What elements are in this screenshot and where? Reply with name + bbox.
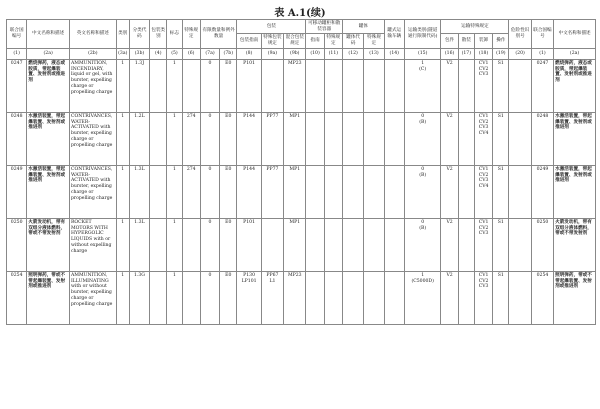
cell-tc	[342, 59, 363, 112]
column-number: (1)	[7, 48, 27, 59]
header-packing-group: 包装类别	[150, 20, 167, 49]
cell-cn2: 水激活装置，带起爆装置、发射剂或推进剂	[554, 112, 596, 165]
cell-lbl: 1	[167, 271, 182, 324]
column-number: (7b)	[220, 48, 237, 59]
header-name-en: 英文名称和描述	[69, 20, 116, 49]
cell-lbl: 1	[167, 165, 182, 218]
column-number: (8)	[237, 48, 261, 59]
cell-sp: 274	[182, 165, 200, 218]
header-class: 类别	[116, 20, 129, 49]
cell-pg	[150, 165, 167, 218]
cell-cat	[404, 112, 441, 165]
cell-ti	[306, 271, 324, 324]
cell-code: 1.3G	[129, 271, 149, 324]
header-pkg-instr: 包装指南	[237, 34, 261, 48]
cell-lq: 0	[200, 218, 219, 271]
header-hazard-id: 危险性识别号	[509, 20, 531, 49]
cell-lq: 0	[200, 271, 219, 324]
header-limited: 有限数量和例外数量	[200, 20, 237, 49]
cell-pg	[150, 59, 167, 112]
column-number: (6)	[182, 48, 200, 59]
header-vehicle: 罐式运输车辆	[384, 20, 404, 49]
cell-ts	[324, 112, 342, 165]
cell-ts	[324, 59, 342, 112]
cell-v1: V2	[441, 165, 458, 218]
cell-eq: E0	[220, 165, 237, 218]
cell-ti	[306, 218, 324, 271]
cell-pi: P101	[237, 218, 261, 271]
cell-sp	[182, 59, 200, 112]
transport-category: 1	[421, 60, 425, 66]
cell-eq: E0	[220, 112, 237, 165]
cell-pp: PP77	[261, 112, 283, 165]
cell-s: S1	[493, 59, 509, 112]
cell-en: CONTRIVANCES, WATER-ACTIVATED with burster, expelling charge or propelling charge	[69, 112, 116, 165]
cell-lbl: 1	[167, 59, 182, 112]
cell-un: 0247	[7, 59, 27, 112]
transport-category: 0	[421, 113, 425, 119]
cell-mp: MP1	[284, 165, 306, 218]
cell-cls: 1	[116, 165, 129, 218]
cell-v2	[458, 218, 474, 271]
cell-veh	[384, 165, 404, 218]
cell-code: 1.3L	[129, 165, 149, 218]
tunnel-code: (C5000D)	[411, 278, 434, 284]
column-number: (16)	[441, 48, 458, 59]
cell-mp: MP1	[284, 218, 306, 271]
cell-cls: 1	[116, 112, 129, 165]
cell-cls: 1	[116, 218, 129, 271]
cell-cat	[404, 59, 441, 112]
cell-tc	[342, 165, 363, 218]
cell-v1: V2	[441, 112, 458, 165]
cell-ts2	[364, 59, 384, 112]
column-number: (3b)	[129, 48, 149, 59]
cell-code: 1.3L	[129, 218, 149, 271]
cell-v2	[458, 165, 474, 218]
cell-pi: P144	[237, 112, 261, 165]
cell-cls: 1	[116, 271, 129, 324]
cell-ts2	[364, 112, 384, 165]
table-row	[7, 112, 596, 165]
cell-tc	[342, 218, 363, 271]
cell-un: 0248	[7, 112, 27, 165]
cell-un: 0254	[7, 271, 27, 324]
column-number: (13)	[364, 48, 384, 59]
column-number: (9a)	[261, 48, 283, 59]
tunnel-code: (B)	[419, 225, 427, 231]
cell-ti	[306, 59, 324, 112]
cell-v1: V2	[441, 218, 458, 271]
cell-en: ROCKET MOTORS WITH HYPERGOLIC LIQUIDS with or without expelling charge	[69, 218, 116, 271]
cell-ts2	[364, 165, 384, 218]
cell-un2: 0248	[531, 112, 553, 165]
header-un-no: 联合国编号	[7, 20, 27, 49]
cell-v2	[458, 271, 474, 324]
cell-cn: 燃烧弹药，液态或胶质，带起爆装置、发射剂或推进剂	[27, 59, 70, 112]
cell-lq: 0	[200, 59, 219, 112]
cell-cv: CV1 CV2 CV3 CV4	[474, 165, 492, 218]
cell-pp	[261, 218, 283, 271]
table-row	[7, 218, 596, 271]
cell-cls: 1	[116, 59, 129, 112]
column-number: (20)	[509, 48, 531, 59]
cell-en: AMMUNITION, ILLUMINATING with or without burster, expelling charge or propelling charge	[69, 271, 116, 324]
header-label: 标志	[167, 20, 182, 49]
cell-cv: CV1 CV2 CV3	[474, 218, 492, 271]
cell-lq: 0	[200, 112, 219, 165]
cell-cn: 火箭发动机，带有双组分液体燃料，带或不带发射剂	[27, 218, 70, 271]
column-number: (15)	[404, 48, 441, 59]
cell-s: S1	[493, 218, 509, 271]
transport-category: 0	[421, 166, 425, 172]
cell-cat	[404, 271, 441, 324]
cell-pg	[150, 271, 167, 324]
header-tank-special-2: 特殊规定	[364, 34, 384, 48]
column-number: (2b)	[69, 48, 116, 59]
header-operation: 操作	[493, 34, 509, 48]
header-special: 特殊规定	[182, 20, 200, 49]
table-row	[7, 165, 596, 218]
column-number: (11)	[324, 48, 342, 59]
column-number: (19)	[493, 48, 509, 59]
table-row	[7, 59, 596, 112]
column-number: (9b)	[284, 48, 306, 59]
cell-ts2	[364, 271, 384, 324]
cell-cv: CV1 CV2 CV3	[474, 59, 492, 112]
cell-veh	[384, 59, 404, 112]
cell-eq: E0	[220, 271, 237, 324]
cell-pi: P130 LP101	[237, 271, 261, 324]
dangerous-goods-table	[6, 19, 596, 325]
cell-cn2: 照明弹药，带或不带起爆装置、发射剂或推进剂	[554, 271, 596, 324]
cell-v1: V2	[441, 59, 458, 112]
cell-hid	[509, 218, 531, 271]
cell-lbl: 1	[167, 112, 182, 165]
tunnel-code: (B)	[419, 119, 427, 125]
column-number: (18)	[474, 48, 492, 59]
transport-category: 0	[421, 219, 425, 225]
cell-mp: MP1	[284, 112, 306, 165]
cell-s: S1	[493, 112, 509, 165]
header-transport: 运输特殊规定	[441, 20, 509, 34]
cell-cn2: 火箭发动机，带有双组分液体燃料，带或不带发射剂	[554, 218, 596, 271]
tunnel-code: (B)	[419, 172, 427, 178]
cell-un: 0250	[7, 218, 27, 271]
cell-pi: P101	[237, 59, 261, 112]
cell-ti	[306, 112, 324, 165]
header-name-cn: 中文名称和描述	[27, 20, 70, 49]
header-class-code: 分类代码	[129, 20, 149, 49]
cell-v2	[458, 112, 474, 165]
cell-pp: PP67 L1	[261, 271, 283, 324]
header-tank-special: 特殊规定	[324, 34, 342, 48]
header-pkg-special: 特殊包装规定	[261, 34, 283, 48]
cell-en: AMMUNITION, INCENDIARY, liquid or gel, with burster, expelling charge or propelling charge	[69, 59, 116, 112]
cell-cv: CV1 CV2 CV3 CV4	[474, 112, 492, 165]
cell-lq: 0	[200, 165, 219, 218]
cell-un2: 0250	[531, 218, 553, 271]
header-mixed: 混合包装规定	[284, 34, 306, 48]
cell-cn2: 燃烧弹药，液态或胶质，带起爆装置、发射剂或推进剂	[554, 59, 596, 112]
cell-hid	[509, 165, 531, 218]
cell-v2	[458, 59, 474, 112]
cell-veh	[384, 218, 404, 271]
header-packages: 包件	[441, 34, 458, 48]
cell-hid	[509, 59, 531, 112]
cell-ts	[324, 271, 342, 324]
cell-cv: CV1 CV2 CV3	[474, 271, 492, 324]
cell-cat	[404, 165, 441, 218]
cell-sp: 274	[182, 112, 200, 165]
cell-cat	[404, 218, 441, 271]
cell-hid	[509, 112, 531, 165]
column-number: (2a)	[554, 48, 596, 59]
tunnel-code: (C)	[419, 66, 427, 72]
column-number: (7a)	[200, 48, 219, 59]
cell-ts2	[364, 218, 384, 271]
cell-sp	[182, 218, 200, 271]
cell-un2: 0247	[531, 59, 553, 112]
cell-code: 1.3J	[129, 59, 149, 112]
cell-pp: PP77	[261, 165, 283, 218]
header-tank-code: 罐体代码	[342, 34, 363, 48]
cell-lbl: 1	[167, 218, 182, 271]
cell-eq: E0	[220, 59, 237, 112]
header-loading: 装卸	[474, 34, 492, 48]
column-number: (2a)	[27, 48, 70, 59]
column-number: (12)	[342, 48, 363, 59]
cell-un2: 0254	[531, 271, 553, 324]
cell-un: 0249	[7, 165, 27, 218]
table-row	[7, 271, 596, 324]
column-number: (5)	[167, 48, 182, 59]
header-category: 运输类别(隧道通行限制代码)	[404, 20, 441, 49]
cell-ti	[306, 165, 324, 218]
cell-tc	[342, 112, 363, 165]
cell-cn: 照明弹药，带或不带起爆装置、发射剂或推进剂	[27, 271, 70, 324]
header-name-cn-2: 中文名称和描述	[554, 20, 596, 49]
column-number: (4)	[150, 48, 167, 59]
cell-veh	[384, 112, 404, 165]
cell-v1: V2	[441, 271, 458, 324]
cell-mp: MP23	[284, 59, 306, 112]
table-title: 表 A.1(续)	[274, 8, 326, 19]
column-number: (14)	[384, 48, 404, 59]
column-number: (3a)	[116, 48, 129, 59]
cell-hid	[509, 271, 531, 324]
header-rail-tank: 罐体	[342, 20, 384, 34]
cell-eq: E0	[220, 218, 237, 271]
cell-cn: 水激活装置，带起爆装置、发射剂或推进剂	[27, 165, 70, 218]
column-number: (10)	[306, 48, 324, 59]
header-bulk: 散装	[458, 34, 474, 48]
header-tank-instr: 指南	[306, 34, 324, 48]
cell-cn2: 水激活装置，带起爆装置、发射剂或推进剂	[554, 165, 596, 218]
transport-category: 1	[421, 272, 425, 278]
cell-mp: MP23	[284, 271, 306, 324]
table-body	[7, 59, 596, 324]
cell-sp	[182, 271, 200, 324]
cell-code: 1.2L	[129, 112, 149, 165]
column-number: (17)	[458, 48, 474, 59]
cell-s: S1	[493, 271, 509, 324]
cell-pg	[150, 112, 167, 165]
cell-en: CONTRIVANCES, WATER-ACTIVATED with burster, expelling charge or propelling charge	[69, 165, 116, 218]
cell-veh	[384, 271, 404, 324]
cell-s: S1	[493, 165, 509, 218]
header-packaging: 包装	[237, 20, 306, 34]
cell-pp	[261, 59, 283, 112]
column-number-row	[7, 48, 596, 59]
cell-tc	[342, 271, 363, 324]
cell-un2: 0249	[531, 165, 553, 218]
header-tank: 可移动罐柜和散装容器	[306, 20, 343, 34]
cell-pi: P144	[237, 165, 261, 218]
cell-cn: 水激活装置，带起爆装置、发射剂或推进剂	[27, 112, 70, 165]
column-number: (1)	[531, 48, 553, 59]
cell-pg	[150, 218, 167, 271]
cell-ts	[324, 165, 342, 218]
header-un-no-2: 联合国编号	[531, 20, 553, 49]
cell-ts	[324, 218, 342, 271]
